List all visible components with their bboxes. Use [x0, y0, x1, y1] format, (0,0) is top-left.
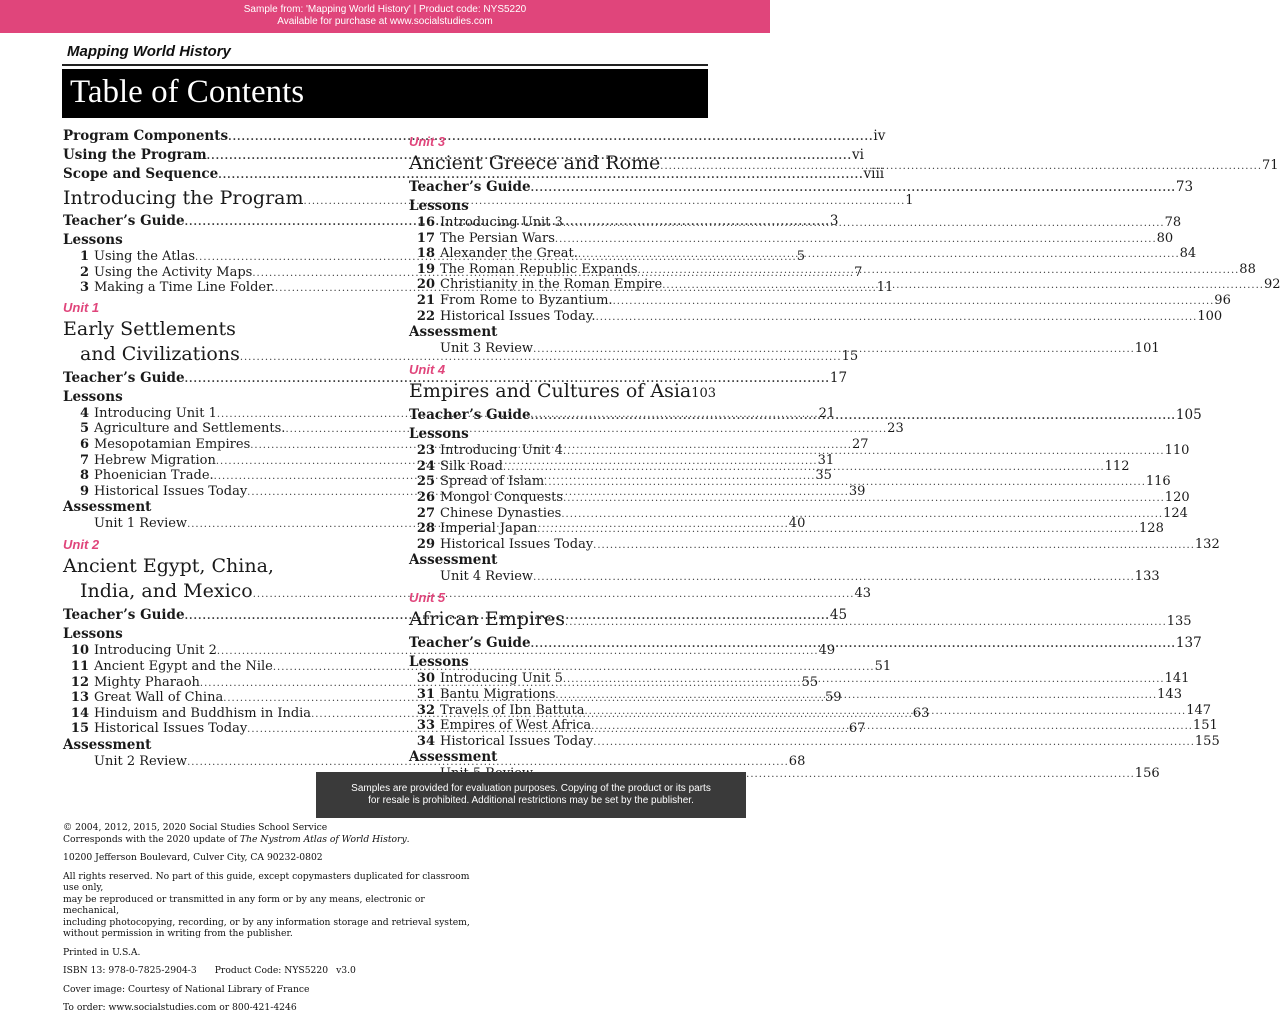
corresponds-prefix: Corresponds with the 2020 update of — [63, 833, 241, 845]
lesson-entry[interactable] — [409, 505, 1188, 522]
assessment-heading: Assessment — [409, 552, 498, 569]
unit-label: Unit 1 — [63, 299, 100, 315]
banner-line-1: Sample from: 'Mapping World History' | Product code: NYS5220 — [243, 4, 527, 15]
lessons-heading: Lessons — [63, 388, 123, 405]
copyright-line: © 2004, 2012, 2015, 2020 Social Studies School Service — [63, 822, 328, 833]
rights-line: including photocopying, recording, or by any information storage and retrieval system, — [63, 916, 470, 928]
lesson-label: Chinese Dynasties — [440, 505, 562, 521]
evaluation-notice — [316, 772, 746, 818]
lesson-page: 88 — [1239, 261, 1256, 277]
lesson-entry[interactable] — [409, 536, 1220, 553]
lesson-entry[interactable] — [409, 230, 1174, 247]
lesson-label: Introducing Unit 1 — [94, 405, 217, 421]
lesson-number: 10 — [70, 643, 89, 659]
printed-line: Printed in U.S.A. — [63, 946, 141, 958]
unit-label: Unit 3 — [409, 134, 446, 149]
lesson-number: 16 — [416, 215, 435, 230]
atlas-title: The Nystrom Atlas of World History — [240, 833, 407, 845]
lesson-entry[interactable] — [409, 261, 1256, 278]
lesson-label: Introducing Unit 3 — [440, 215, 563, 230]
copyright-footer — [63, 822, 483, 1021]
lesson-number: 7 — [79, 452, 89, 468]
rights-line: without permission in writing from the publisher. — [63, 928, 293, 939]
review-label: Unit 2 Review — [94, 753, 188, 769]
lesson-page: 59 — [824, 690, 842, 706]
lesson-number: 22 — [416, 308, 435, 324]
unit-page: 71 — [1262, 158, 1279, 173]
lesson-page: 92 — [1263, 277, 1281, 293]
lessons-heading: Lessons — [409, 426, 469, 443]
lesson-label: Empires of West Africa — [440, 718, 592, 734]
lesson-page: 128 — [1139, 521, 1164, 537]
version: v3.0 — [336, 965, 356, 976]
review-entry[interactable] — [409, 569, 1160, 586]
entry-page: 105 — [1175, 407, 1202, 424]
lesson-label: From Rome to Byzantium. — [440, 292, 613, 308]
lesson-page: 132 — [1194, 536, 1220, 552]
lesson-label: Historical Issues Today. — [440, 308, 596, 324]
lesson-page: 11 — [876, 280, 894, 296]
lesson-label: Introducing Unit 2 — [94, 643, 217, 659]
review-page: 40 — [788, 516, 806, 532]
lesson-page: 116 — [1145, 474, 1171, 490]
lesson-number: 9 — [79, 483, 89, 499]
entry-label: Teacher’s Guide — [409, 635, 531, 652]
unit-page: 15 — [841, 348, 859, 364]
review-label: Unit 3 Review — [440, 341, 534, 357]
lesson-page: 63 — [912, 705, 930, 721]
section-title: Introducing the Program — [63, 187, 304, 209]
lesson-entry[interactable] — [409, 215, 1182, 231]
entry-page: 73 — [1175, 179, 1194, 195]
entry-label: Using the Program — [63, 147, 207, 163]
notice-line-1: Samples are provided for evaluation purposes. Copying of the product or its parts — [351, 783, 711, 794]
lesson-label: Hinduism and Buddhism in India — [94, 705, 312, 721]
lesson-page: 147 — [1186, 702, 1212, 718]
lesson-label: Ancient Egypt and the Nile — [94, 658, 273, 674]
lesson-number: 31 — [416, 686, 435, 702]
isbn-line — [63, 965, 483, 977]
notice-line-2: for resale is prohibited. Additional restrictions may be set by the publisher. — [368, 795, 694, 806]
order-line: To order: www.socialstudies.com or 800-421-4246 — [63, 1002, 297, 1013]
lesson-label: The Roman Republic Expands — [440, 261, 638, 277]
lesson-label: Mongol Conquests — [440, 489, 564, 505]
lesson-number: 32 — [416, 702, 435, 718]
rights-block — [63, 871, 483, 940]
lesson-page: 84 — [1179, 246, 1197, 262]
unit-title-label: Empires and Cultures of Asia — [409, 380, 692, 403]
lesson-number: 23 — [416, 443, 435, 459]
entry-label: Teacher’s Guide — [63, 607, 185, 624]
lesson-entry[interactable] — [409, 292, 1231, 309]
lesson-number: 12 — [70, 674, 89, 690]
lesson-page: 96 — [1214, 292, 1231, 308]
lesson-label: Mighty Pharaoh — [94, 674, 200, 690]
lesson-label: Mesopotamian Empires — [94, 436, 251, 452]
lesson-number: 24 — [416, 458, 435, 474]
lesson-entry[interactable] — [409, 246, 1197, 262]
teachers-guide-entry[interactable] — [409, 179, 1194, 198]
isbn: ISBN 13: 978-0-7825-2904-3 — [63, 965, 197, 976]
assessment-heading: Assessment — [63, 499, 152, 516]
lessons-heading: Lessons — [409, 198, 469, 214]
lesson-label: Historical Issues Today — [94, 483, 248, 499]
review-label: Unit 1 Review — [94, 516, 188, 532]
lessons-heading: Lessons — [409, 654, 469, 671]
unit-title-label: and Civilizations — [80, 342, 240, 365]
lesson-page: 21 — [818, 405, 836, 421]
entry-page: 137 — [1175, 635, 1202, 652]
lesson-label: Bantu Migrations — [440, 686, 556, 702]
lesson-number: 28 — [416, 521, 435, 537]
lesson-label: Silk Road — [440, 458, 503, 474]
rights-line: All rights reserved. No part of this guide, except copymasters duplicated for classroom use only, — [63, 870, 470, 893]
banner-line-2: Available for purchase at www.socialstudies.com — [277, 16, 493, 27]
section-page: 1 — [905, 193, 914, 208]
entry-page: vi — [851, 147, 864, 163]
unit-title-label: India, and Mexico — [80, 580, 253, 603]
lesson-page: 39 — [848, 483, 866, 499]
unit-label: Unit 4 — [409, 362, 446, 378]
lesson-number: 15 — [70, 721, 89, 737]
lesson-number: 34 — [416, 733, 435, 749]
address-line: 10200 Jefferson Boulevard, Culver City, CA 90232-0802 — [63, 852, 323, 863]
book-title: Mapping World History — [67, 43, 231, 60]
entry-page: iv — [873, 128, 886, 144]
lesson-label: Historical Issues Today — [94, 721, 248, 737]
sample-banner — [0, 0, 770, 33]
lesson-page: 78 — [1164, 215, 1182, 230]
lesson-number: 11 — [70, 658, 89, 674]
assessment-heading: Assessment — [409, 324, 498, 341]
lesson-page: 155 — [1194, 733, 1220, 749]
lesson-page: 51 — [874, 658, 892, 674]
entry-page: viii — [863, 166, 885, 182]
unit-page: 103 — [691, 386, 717, 402]
lesson-number: 21 — [416, 292, 435, 308]
lesson-number: 1 — [79, 249, 89, 264]
unit-title[interactable]: Ancient Egypt, China, — [63, 555, 274, 578]
lesson-number: 5 — [79, 421, 89, 437]
lesson-label: Historical Issues Today — [440, 536, 594, 552]
entry-page: 45 — [829, 607, 848, 624]
lesson-page: 100 — [1197, 308, 1223, 324]
lesson-entry[interactable] — [409, 733, 1220, 750]
lesson-number: 19 — [416, 261, 435, 277]
lesson-number: 2 — [79, 264, 89, 280]
cover-credit: Cover image: Courtesy of National Library of France — [63, 983, 310, 995]
unit-page: 43 — [854, 586, 872, 602]
entry-page: 17 — [829, 369, 848, 386]
toc-entry[interactable] — [63, 166, 885, 185]
header-rule — [62, 64, 708, 66]
lesson-number: 20 — [416, 277, 435, 293]
lesson-number: 18 — [416, 246, 435, 262]
lesson-label: Imperial Japan — [440, 521, 538, 537]
lesson-label: Introducing Unit 4 — [440, 443, 563, 459]
lesson-label: Great Wall of China — [94, 690, 224, 706]
assessment-heading: Assessment — [63, 736, 152, 753]
lesson-label: Using the Activity Maps — [94, 264, 253, 280]
lesson-number: 14 — [70, 705, 89, 721]
lesson-page: 120 — [1164, 489, 1190, 505]
entry-page: 3 — [829, 213, 839, 229]
review-page: 133 — [1134, 569, 1160, 585]
unit-title[interactable] — [409, 380, 717, 407]
assessment-heading: Assessment — [409, 749, 498, 766]
lesson-page: 23 — [887, 421, 904, 437]
unit-title-label: African Empires — [409, 608, 566, 631]
lesson-entry[interactable] — [409, 308, 1223, 325]
review-page: 68 — [788, 753, 806, 769]
product-code: Product Code: NYS5220 — [214, 965, 329, 976]
lesson-page: 151 — [1192, 718, 1218, 734]
lesson-number: 30 — [416, 671, 435, 687]
lesson-page: 7 — [854, 264, 863, 280]
page-title: Table of Contents — [70, 74, 305, 110]
entry-label: Scope and Sequence — [63, 166, 219, 182]
corresponds-line — [63, 834, 483, 846]
lesson-label: Introducing Unit 5 — [440, 671, 563, 687]
lesson-number: 25 — [416, 474, 435, 490]
lesson-page: 80 — [1156, 230, 1174, 246]
lesson-page: 5 — [796, 249, 806, 264]
lesson-label: Spread of Islam — [440, 474, 545, 490]
lesson-page: 49 — [818, 643, 836, 659]
lesson-label: Travels of Ibn Battuta — [440, 702, 585, 718]
lesson-number: 27 — [416, 505, 435, 521]
unit-label: Unit 5 — [409, 590, 446, 606]
lesson-number: 26 — [416, 489, 435, 505]
lesson-number: 3 — [79, 280, 89, 296]
lesson-label: Christianity in the Roman Empire — [440, 277, 663, 293]
unit-label: Unit 2 — [63, 537, 100, 553]
lesson-page: 110 — [1164, 443, 1190, 459]
lesson-label: Making a Time Line Folder. — [94, 280, 276, 296]
lesson-number: 17 — [416, 230, 435, 246]
lesson-page: 141 — [1164, 671, 1190, 687]
lesson-label: Historical Issues Today — [440, 733, 594, 749]
review-page: 156 — [1134, 766, 1160, 782]
lesson-number: 6 — [79, 436, 89, 452]
unit-title-label: Ancient Greece and Rome — [409, 152, 661, 174]
lesson-page: 35 — [815, 468, 832, 484]
entry-label: Program Components — [63, 128, 229, 144]
lesson-page: 124 — [1163, 505, 1188, 521]
lesson-page: 55 — [801, 674, 819, 690]
lessons-heading: Lessons — [63, 626, 123, 643]
title-bar — [62, 69, 708, 118]
lesson-label: Using the Atlas — [94, 249, 195, 264]
lesson-page: 27 — [851, 436, 869, 452]
lesson-page: 112 — [1104, 458, 1130, 474]
unit-page: 135 — [1166, 614, 1192, 630]
rights-line: may be reproduced or transmitted in any form or by any means, electronic or mechanical, — [63, 893, 425, 916]
lesson-label: Phoenician Trade. — [94, 468, 214, 484]
corresponds-suffix: . — [406, 833, 410, 845]
lesson-label: Agriculture and Settlements. — [94, 421, 286, 437]
review-label: Unit 4 Review — [440, 569, 534, 585]
lesson-label: Alexander the Great. — [440, 246, 578, 262]
lesson-page: 67 — [848, 721, 866, 737]
entry-label: Teacher’s Guide — [409, 179, 531, 195]
lesson-label: Hebrew Migration — [94, 452, 216, 468]
lesson-number: 29 — [416, 536, 435, 552]
lesson-number: 33 — [416, 718, 435, 734]
unit-title[interactable]: Early Settlements — [63, 317, 236, 340]
entry-label: Teacher’s Guide — [409, 407, 531, 424]
lesson-page: 31 — [817, 452, 835, 468]
entry-label: Teacher’s Guide — [63, 369, 185, 386]
lesson-number: 13 — [70, 690, 89, 706]
lessons-heading: Lessons — [63, 232, 123, 248]
lesson-page: 143 — [1157, 686, 1182, 702]
lesson-number: 8 — [79, 468, 89, 484]
review-page: 101 — [1134, 341, 1160, 357]
lesson-number: 4 — [79, 405, 89, 421]
entry-label: Teacher’s Guide — [63, 213, 185, 229]
lesson-label: The Persian Wars — [440, 230, 555, 246]
